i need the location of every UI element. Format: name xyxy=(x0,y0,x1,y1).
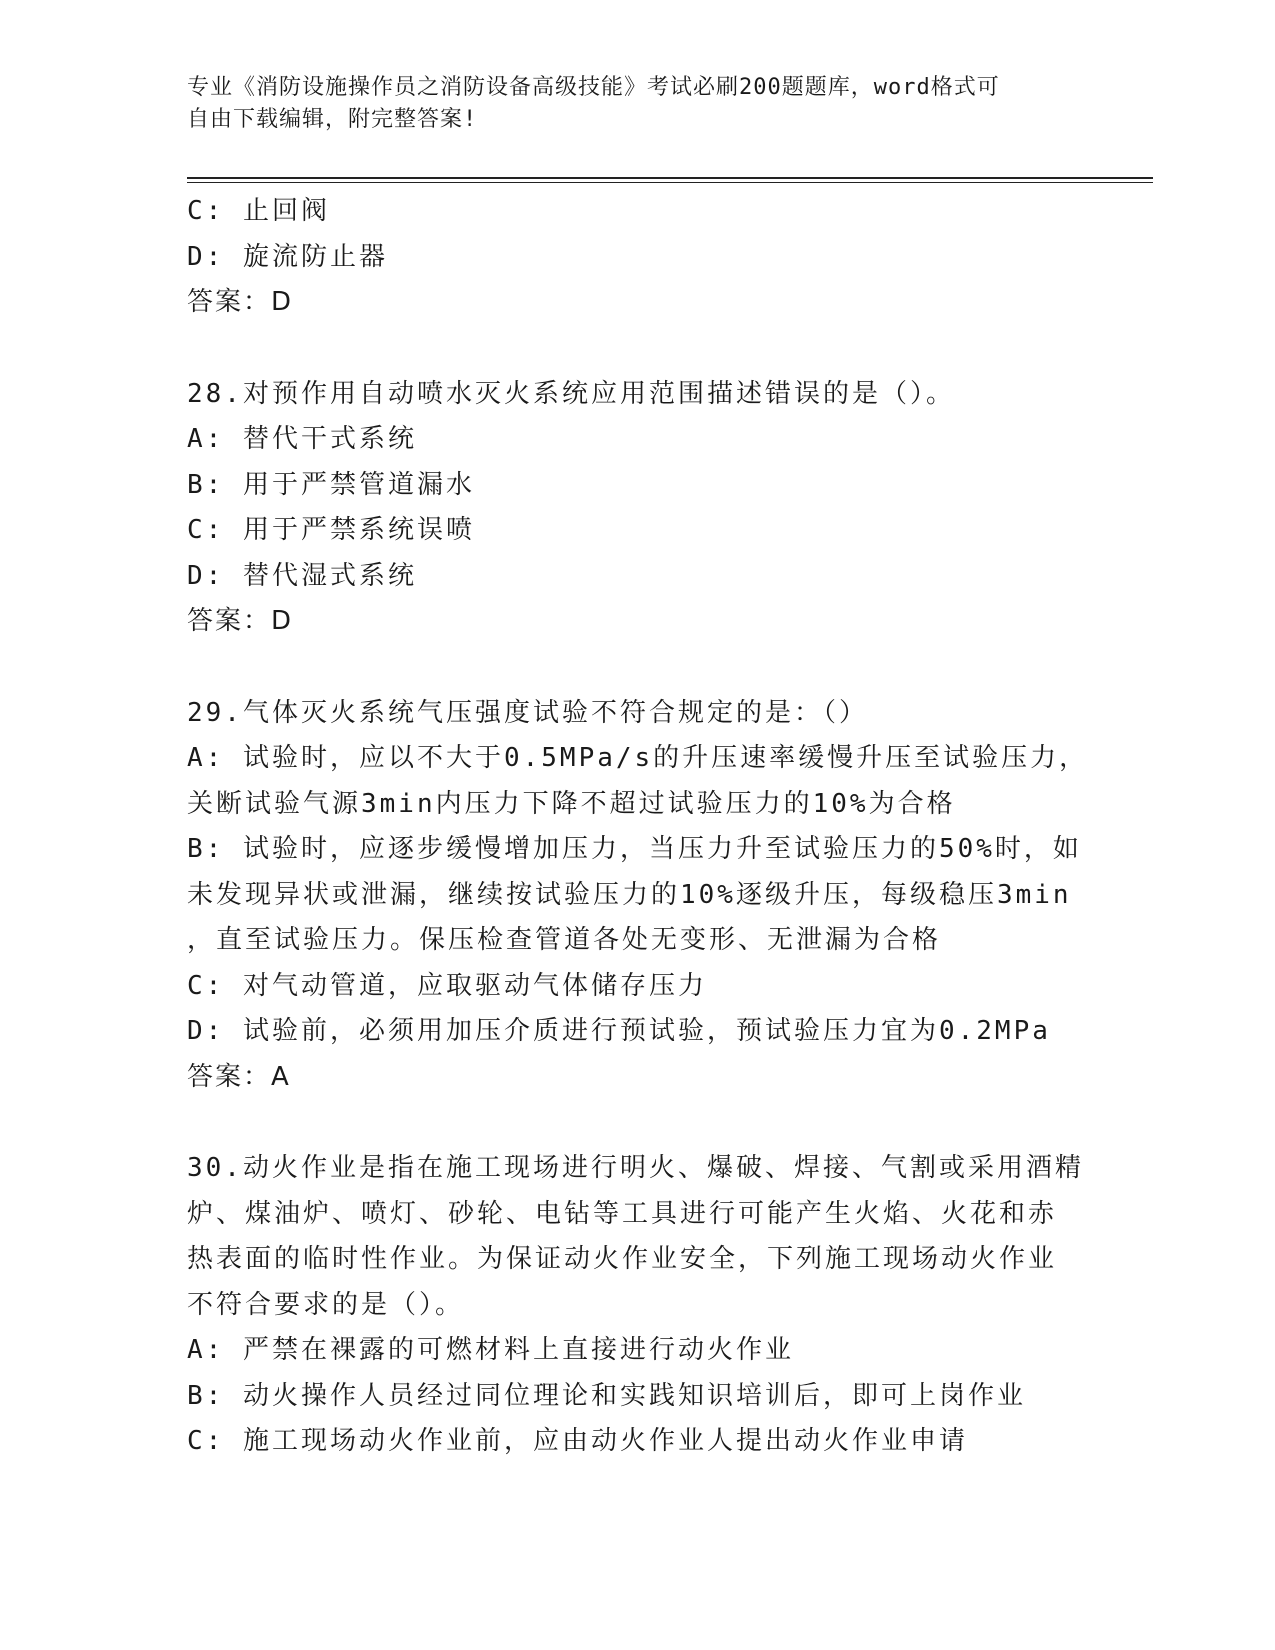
option-c: C: 施工现场动火作业前，应由动火作业人提出动火作业申请 xyxy=(187,1426,968,1456)
option-a: A: 严禁在裸露的可燃材料上直接进行动火作业 xyxy=(187,1335,794,1365)
header-line-2: 自由下载编辑，附完整答案! xyxy=(187,107,478,132)
question-stem-line-1: 30.动火作业是指在施工现场进行明火、爆破、焊接、气割或采用酒精 xyxy=(187,1153,1084,1183)
option-b: B: 动火操作人员经过同位理论和实践知识培训后，即可上岗作业 xyxy=(187,1380,1026,1411)
header-divider-thin xyxy=(187,182,1153,183)
option-b-line-3: ，直至试验压力。保压检查管道各处无变形、无泄漏为合格 xyxy=(187,925,942,955)
option-b: B: 用于严禁管道漏水 xyxy=(187,469,475,500)
option-b-line-1: B: 试验时，应逐步缓慢增加压力，当压力升至试验压力的50%时，如 xyxy=(187,834,1082,864)
answer: 答案：D xyxy=(187,606,294,636)
question-28 xyxy=(187,372,1087,645)
question-stem-line-3: 热表面的临时性作业。为保证动火作业安全，下列施工现场动火作业 xyxy=(187,1244,1058,1274)
document-header xyxy=(187,72,1087,136)
option-c: C: 对气动管道，应取驱动气体储存压力 xyxy=(187,970,707,1001)
option-d: D: 旋流防止器 xyxy=(187,241,388,272)
question-stem: 29.气体灭火系统气压强度试验不符合规定的是：（） xyxy=(187,697,868,728)
option-c: C: 用于严禁系统误喷 xyxy=(187,515,475,545)
question-30 xyxy=(187,1146,1087,1465)
option-b-line-2: 未发现异状或泄漏，继续按试验压力的10%逐级升压，每级稳压3min xyxy=(187,879,1072,910)
question-29 xyxy=(187,691,1087,1101)
answer: 答案：D xyxy=(187,287,294,317)
option-d: D: 试验前，必须用加压介质进行预试验，预试验压力宜为0.2MPa xyxy=(187,1016,1051,1046)
option-a: A: 替代干式系统 xyxy=(187,424,417,454)
question-stem-line-2: 炉、煤油炉、喷灯、砂轮、电钻等工具进行可能产生火焰、火花和赤 xyxy=(187,1198,1058,1229)
header-line-1: 专业《消防设施操作员之消防设备高级技能》考试必刷200题题库，word格式可 xyxy=(187,75,1000,100)
spacer xyxy=(187,1100,1087,1146)
question-list xyxy=(187,189,1087,1465)
question-stem: 28.对预作用自动喷水灭火系统应用范围描述错误的是（）。 xyxy=(187,378,955,409)
spacer xyxy=(187,326,1087,372)
option-a-line-2: 关断试验气源3min内压力下降不超过试验压力的10%为合格 xyxy=(187,788,956,819)
question-27 xyxy=(187,189,1087,326)
header-divider-thick xyxy=(187,177,1153,179)
option-d: D: 替代湿式系统 xyxy=(187,560,417,591)
answer: 答案：A xyxy=(187,1061,291,1092)
option-c: C: 止回阀 xyxy=(187,196,330,226)
spacer xyxy=(187,645,1087,691)
option-a-line-1: A: 试验时，应以不大于0.5MPa/s的升压速率缓慢升压至试验压力， xyxy=(187,743,1089,773)
question-stem-line-4: 不符合要求的是（）。 xyxy=(187,1289,465,1320)
